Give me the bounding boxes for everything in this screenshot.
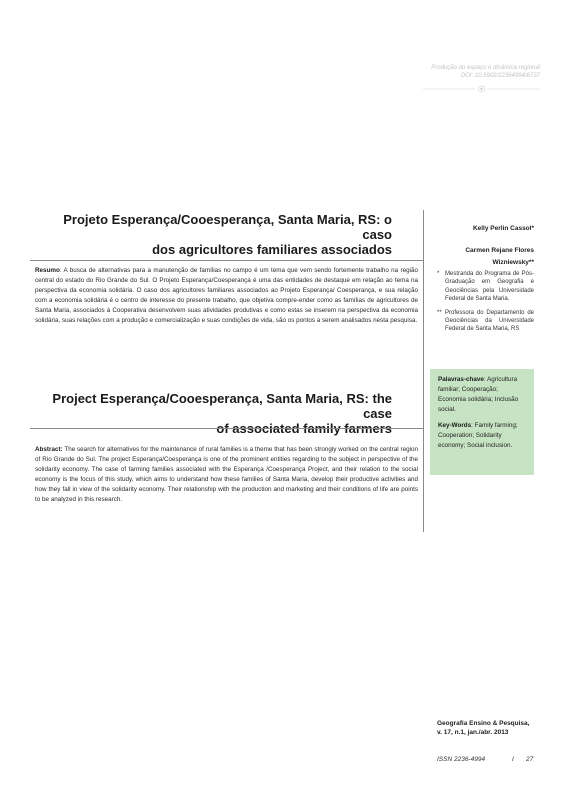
note-1 — [437, 270, 534, 304]
keywords-en-label: Key-Words — [438, 422, 472, 429]
column-divider — [423, 210, 424, 532]
affiliation-notes — [437, 270, 534, 334]
note-marker: * — [437, 271, 440, 277]
author-1: Kelly Perlin Cassol* — [472, 225, 534, 232]
journal-citation — [437, 719, 534, 737]
keywords-pt-label: Palavras-chave — [438, 376, 484, 383]
keywords-en-text: : Family farming; Cooperation; Solidarity economy; Social inclusion. — [438, 422, 518, 449]
keywords-en — [438, 421, 526, 451]
running-header-doi: DOI: 10.5902/22364994/8737 — [460, 73, 540, 79]
note-text: Mestranda do Programa de Pós-Graduação em Geografia e Geociências pela Universidade Federal de Santa Maria. — [445, 271, 534, 303]
abstract-label: Abstract: — [35, 446, 63, 453]
abstract-paragraph — [35, 445, 418, 505]
keywords-box — [430, 369, 534, 475]
running-header-section: Produção do espaço e dinâmica regional — [431, 65, 540, 71]
keywords-pt — [438, 375, 526, 415]
title-pt-line-1: Projeto Esperança/Cooesperança, Santa Maria, RS: o caso — [63, 212, 392, 242]
resumo-text: : A busca de alternativas para a manutenção de famílias no campo é um tema que vem sendo fortemente trabalho na região central do estado do Rio Grande do Sul. O Projeto Esperança/Coesperança é uma das entidades de destaque em relação ao tema na perspectiva da economia solidária. O caso dos agricultores familiares associados ao Projeto Esperança/ Coesperança, e sua relação com a economia solidária é o centro de interesse do presente trabalho, que objetiva compre-ender como as famílias de agricultores de Santa Maria, associados à Cooperativa desenvolvem suas atividades produtivas e como estas se inserem na perspectiva da economia solidária, suas relações com a produção e comercialização e suas condições de vida, são os pontos a serem analisados nesta pesquisa. — [35, 267, 418, 324]
journal-volume: v. 17, n.1, jan./abr. 2013 — [437, 729, 509, 736]
note-text: Professora do Departamento de Geociências da Universidade Federal de Santa Maria, RS — [445, 309, 534, 333]
note-2 — [437, 309, 534, 334]
resumo-paragraph — [35, 266, 418, 326]
author-2-line-2: Wizniewsky** — [492, 259, 534, 266]
abstract-text: The search for alternatives for the maintenance of rural families is a theme that has been strongly worked on the central region of Rio Grande do Sul. The project Esperança/Coesperança is one of the prominent entities regarding to the subject in perspective of the solidarity economy. The case of farming families associated with the Esperança /Coesperança Project, and their relation to the social economy is the focus of this study, which aims to understand how these families of Santa Maria, develop their productive activities and how they fall in view of the solidarity economy. Their relationship with the production and marketing and their conditions of life are points to be analyzed in this research. — [35, 446, 418, 503]
author-2 — [438, 245, 534, 269]
note-marker: ** — [437, 309, 442, 316]
issn: ISSN 2236-4994 — [437, 756, 486, 763]
divider — [30, 260, 424, 261]
running-header — [431, 64, 540, 80]
page-number: 27 — [526, 756, 534, 763]
title-pt-line-2: dos agricultores familiares associados — [152, 242, 392, 257]
divider — [30, 428, 424, 429]
title-portuguese — [38, 212, 392, 257]
title-en-line-1: Project Esperança/Cooesperança, Santa Maria, RS: the case — [52, 391, 392, 421]
title-english — [38, 391, 392, 436]
author-2-line-1: Carmen Rejane Flores — [465, 247, 534, 254]
journal-name: Geografia Ensino & Pesquisa, — [437, 720, 530, 727]
keywords-pt-text: : Agricultura familiar; Cooperação; Economia solidária; Inclusão social. — [438, 376, 519, 413]
title-en-line-2: of associated family farmers — [216, 421, 392, 436]
page-separator: I — [512, 756, 514, 763]
resumo-label: Resumo — [35, 267, 60, 274]
authors-block — [438, 223, 534, 269]
header-ornament — [423, 85, 540, 93]
